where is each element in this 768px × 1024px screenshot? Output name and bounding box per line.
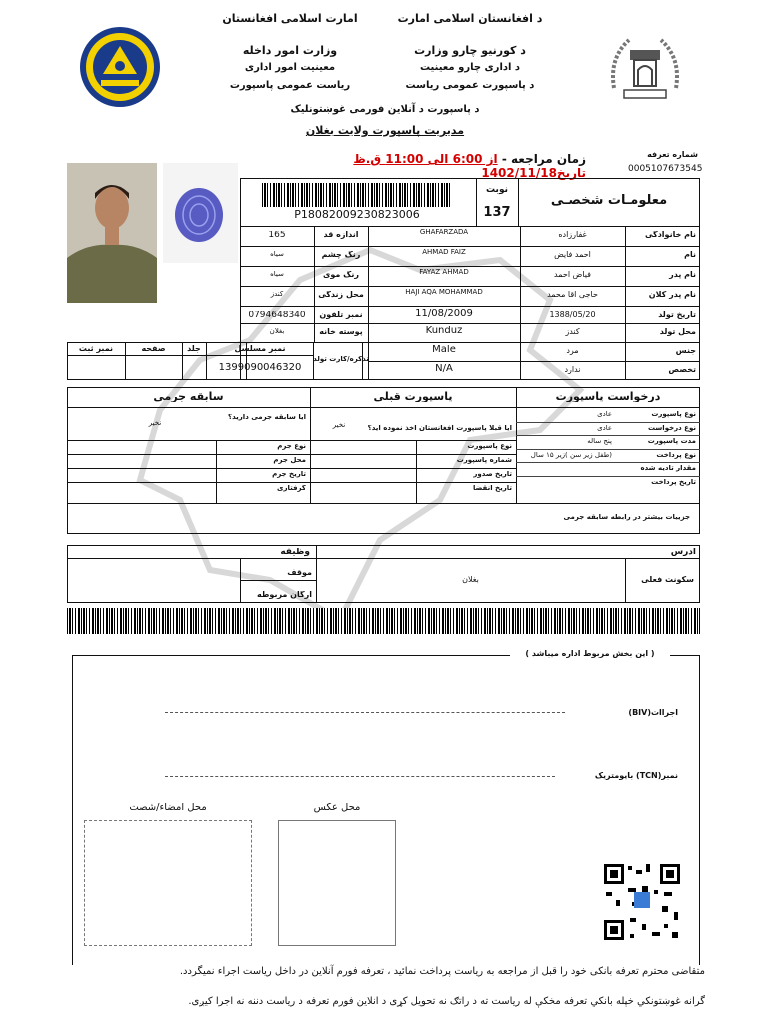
personal-label-2: پوسته خانه bbox=[319, 328, 363, 336]
tcn-label: نمبر(TCN) بایومتریک bbox=[594, 772, 678, 780]
tazkira-page-label: صفحه bbox=[141, 345, 166, 353]
header-right-line1: د کورنیو چارو وزارت bbox=[414, 44, 526, 57]
personal-value-2: 0794648340 bbox=[248, 311, 306, 320]
footer-note-pashto: گرانه غوښتونکي خپله بانکي تعرفه مخکې له ریاست ته د راتګ نه تحویل کړی د انلاین فورم تعرفه د ریاست دننه نه اجرا کیږی. bbox=[188, 996, 705, 1007]
request-label: مقدار تادیه شده bbox=[640, 465, 696, 472]
personal-label: نام خانوادگی bbox=[644, 231, 696, 239]
personal-value-en: HAJI AQA MOHAMMAD bbox=[405, 289, 483, 296]
personal-label-2: رنگ چشم bbox=[321, 251, 361, 259]
header-right-line3: د پاسپورت عمومی ریاست bbox=[405, 80, 535, 91]
header-office-title: مدیریت پاسپورت ولایت بغلان bbox=[305, 124, 465, 137]
top-barcode bbox=[262, 183, 452, 207]
personal-value-en: AHMAD FAIZ bbox=[422, 249, 466, 256]
personal-label-2: محل زندگی bbox=[318, 291, 364, 299]
personal-value-2: کندز bbox=[270, 291, 284, 298]
personal-value-2: سیاه bbox=[270, 271, 284, 278]
personal-value-en: 11/08/2009 bbox=[415, 309, 473, 319]
personal-label: نام bbox=[684, 251, 696, 259]
request-value: عادی bbox=[597, 411, 612, 418]
request-block bbox=[67, 387, 700, 534]
header-right-line2: د اداری چارو معینیت bbox=[419, 62, 521, 73]
tazkira-jeld-label: جلد bbox=[187, 345, 201, 353]
previous-row-label: تاریخ صدور bbox=[473, 471, 512, 478]
personal-value-en: Kunduz bbox=[425, 326, 463, 336]
address-title: آدرس bbox=[670, 548, 696, 557]
request-value: پنج ساله bbox=[587, 438, 612, 445]
previous-question: آیا قبلا پاسپورت افغانستان اخذ نموده اید؟ bbox=[368, 425, 512, 432]
personal-value-fa: حاجی آقا محمد bbox=[547, 291, 598, 299]
personal-value-fa: 1388/05/20 bbox=[549, 311, 596, 319]
request-label: نوع پرداخت bbox=[656, 451, 696, 459]
current-address-label: سکونت فعلی bbox=[641, 576, 694, 584]
request-label: نوع درخواست bbox=[648, 424, 696, 432]
request-value: (طفل زیر سن )زیر ۱۵ سال bbox=[530, 451, 612, 459]
previous-answer: نخیر bbox=[332, 422, 346, 429]
header-left-line3: ریاست عمومی پاسپورت bbox=[229, 80, 351, 91]
photo-box bbox=[278, 820, 396, 946]
personal-label: نام پدر کلان bbox=[648, 291, 696, 299]
personal-value-fa: کندز bbox=[565, 328, 580, 336]
personal-value-fa: مرد bbox=[566, 347, 579, 355]
tazkira-serial-value: 1399090046320 bbox=[218, 363, 302, 373]
tracking-number: 0005107673545 bbox=[628, 164, 703, 174]
personal-label: محل تولد bbox=[659, 328, 696, 336]
turn-label: نوبت bbox=[486, 186, 508, 195]
job-title: وظیفه bbox=[280, 548, 310, 557]
request-label: نوع پاسپورت bbox=[651, 411, 696, 418]
tazkira-reg-label: نمبر ثبت bbox=[78, 345, 114, 353]
personal-value-en: FAYAZ AHMAD bbox=[419, 269, 469, 276]
request-value: عادی bbox=[597, 424, 612, 432]
personal-label-2: نمبر تلفون bbox=[319, 311, 363, 319]
request-title: درخواست پاسپورت bbox=[555, 391, 661, 402]
appointment-time-value: از 6:00 الی 11:00 ق.ظ تاریخ1402/11/18 bbox=[353, 152, 586, 180]
turn-value: 137 bbox=[483, 206, 511, 219]
organization-label: ارگان مربوطه bbox=[257, 591, 312, 599]
request-label: تاریخ پرداخت bbox=[651, 478, 696, 486]
personal-label-2: رنگ موی bbox=[323, 271, 359, 279]
header-form-title: د پاسپورت د آنلاین فورمی غوښتونلیک bbox=[290, 104, 480, 115]
personal-value-2: سیاه bbox=[270, 251, 284, 258]
personal-value-2: بغلان bbox=[269, 328, 285, 335]
position-label: موقف bbox=[287, 569, 312, 577]
personal-label: تخصص bbox=[668, 366, 696, 374]
tazkira-label: تذکره/کارت تولد bbox=[313, 356, 369, 363]
criminal-question: آیا سابقه جرمی دارید؟ bbox=[228, 414, 306, 421]
header-left-title: امارت اسلامی افغانستان bbox=[222, 12, 358, 25]
header-left-line1: وزارت امور داخله bbox=[242, 44, 338, 57]
criminal-row-label: نوع جرم bbox=[277, 443, 306, 450]
signature-box bbox=[84, 820, 252, 946]
request-label: مدت پاسپورت bbox=[647, 438, 696, 445]
emirate-emblem bbox=[604, 28, 686, 108]
personal-value-fa: فیاض احمد bbox=[554, 271, 591, 279]
criminal-details-label: جزییات بیشتر در رابطه سابقه جرمی bbox=[563, 514, 690, 521]
photo-label: محل عکس bbox=[313, 803, 361, 813]
personal-value-en: Male bbox=[432, 345, 456, 355]
criminal-row-label: محل جرم bbox=[273, 457, 306, 464]
previous-title: پاسپورت قبلی bbox=[373, 391, 453, 402]
ministry-logo bbox=[79, 26, 161, 108]
criminal-answer: نخیر bbox=[148, 420, 162, 427]
personal-label-2: اندازه قد bbox=[323, 231, 359, 239]
bottom-barcode bbox=[67, 608, 700, 634]
office-title: ( این بخش مربوط اداره میباشد ) bbox=[510, 650, 670, 658]
personal-value-fa: غفارزاده bbox=[558, 231, 587, 239]
personal-label: جنس bbox=[675, 347, 696, 355]
personal-value-fa: ندارد bbox=[564, 366, 581, 374]
personal-label: تاریخ تولد bbox=[658, 311, 696, 319]
biv-label: اجراات(BIV) bbox=[628, 709, 678, 717]
fingerprint bbox=[163, 163, 238, 263]
qr-code bbox=[602, 862, 682, 942]
criminal-title: سابقه جرمی bbox=[153, 391, 224, 402]
header-left-line2: معینیت امور اداری bbox=[244, 62, 336, 73]
tcn-line bbox=[165, 776, 555, 777]
appointment-line bbox=[266, 152, 586, 180]
header-right-title: د افغانستان اسلامی امارت bbox=[397, 12, 543, 25]
tracking-label: شماره تعرفه bbox=[647, 150, 698, 159]
personal-value-en: GHAFARZADA bbox=[419, 229, 469, 236]
criminal-row-label: گرفتاری bbox=[277, 485, 306, 492]
personal-value-en: N/A bbox=[435, 364, 453, 374]
previous-row-label: نوع پاسپورت bbox=[467, 443, 512, 450]
biv-line bbox=[165, 712, 565, 713]
criminal-row-label: تاریخ جرم bbox=[272, 471, 306, 478]
applicant-photo bbox=[67, 163, 157, 303]
personal-value-fa: احمد فایض bbox=[554, 251, 591, 259]
signature-label: محل امضاء/شصت bbox=[129, 803, 207, 813]
personal-value-2: 165 bbox=[268, 231, 286, 240]
tazkira-serial-label: نمبر مسلسل bbox=[234, 345, 286, 353]
personal-label: نام پدر bbox=[669, 271, 696, 279]
previous-row-label: تاریخ انقضا bbox=[473, 485, 512, 492]
previous-row-label: شماره پاسپورت bbox=[456, 457, 512, 464]
barcode-text: P18082009230823006 bbox=[294, 209, 420, 220]
current-address-value: بغلان bbox=[462, 576, 479, 584]
footer-note-dari: متقاضی محترم تعرفه بانکی خود را قبل از مراجعه به ریاست پرداخت نمائید ، تعرفه فورم آنلاین در داخل ریاست اجراء نمیگردد. bbox=[179, 966, 705, 977]
section-title-personal: معلومـات شخصـی bbox=[550, 194, 668, 207]
appointment-time-label: زمان مراجعه - bbox=[501, 152, 586, 166]
